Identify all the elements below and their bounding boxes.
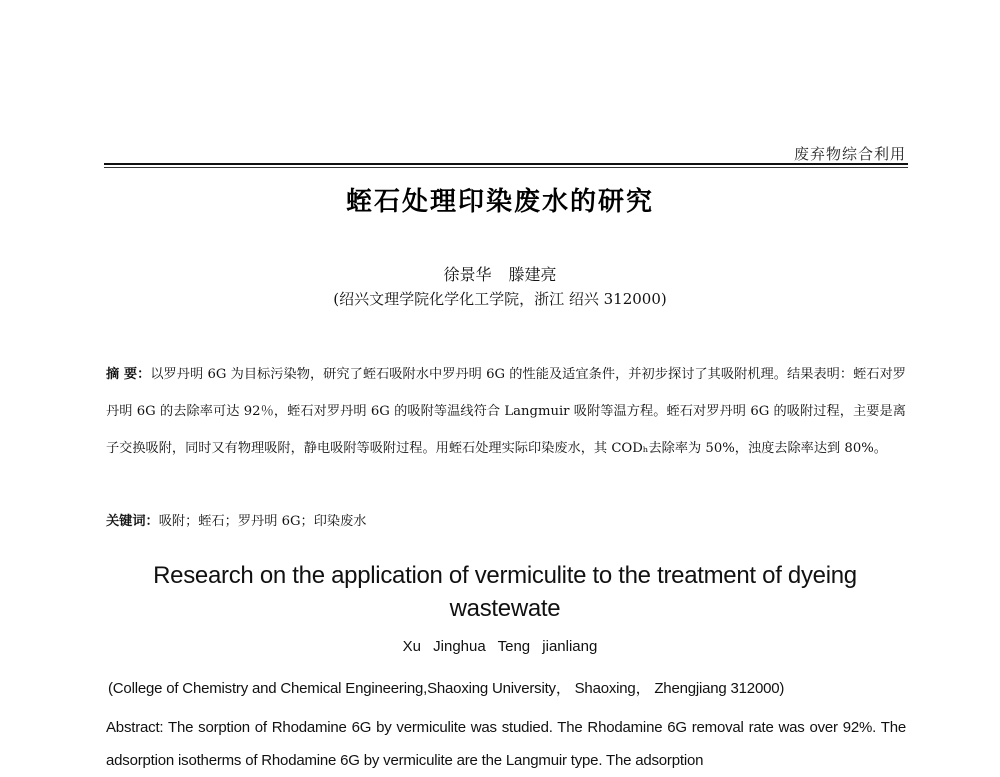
authors-cn: 徐景华 滕建亮: [443, 265, 557, 284]
keywords-cn-text: 吸附；蛭石；罗丹明 6G；印染废水: [158, 514, 367, 529]
abstract-cn-text: 以罗丹明 6G 为目标污染物，研究了蛭石吸附水中罗丹明 6G 的性能及适宜条件，并初步探讨了其吸附机理。结果表明：蛭石对罗丹明 6G 的去除率可达 92％，蛭石对罗丹明 6G 的吸附等温线符合 Langmuir 吸附等温方程。蛭石对罗丹明 6G 的吸附过程，主要是离子交换吸附，同时又有物理吸附，静电吸附等吸附过程。用蛭石处理实际印染废水，其 CODₕ去除率为 50%，浊度去除率达到 80%。: [106, 367, 906, 456]
header-rule-thick: [104, 163, 908, 165]
paper-title-en: Research on the application of vermiculite to the treatment of dyeing wastewate: [153, 562, 857, 622]
abstract-en: Abstract: The sorption of Rhodamine 6G by vermiculite was studied. The Rhodamine 6G removal rate was over 92%. The adsorption isotherms of Rhodamine 6G by vermiculite are the Langmuir type. The adsorption: [106, 719, 906, 769]
authors-en: Xu Jinghua Teng jianliang: [402, 638, 598, 655]
affiliation-cn: (绍兴文理学院化学化工学院，浙江 绍兴 312000): [333, 290, 667, 308]
keywords-cn: [106, 510, 906, 529]
abstract-cn: [106, 356, 906, 467]
paper-title-cn: 蛭石处理印染废水的研究: [345, 187, 654, 217]
keywords-cn-label: 关键词：: [106, 514, 159, 529]
abstract-cn-label: 摘 要：: [106, 367, 151, 382]
header-rule-thin: [104, 167, 908, 168]
running-head: 废弃物综合利用: [793, 145, 906, 163]
affiliation-en: (College of Chemistry and Chemical Engineering,Shaoxing University， Shaoxing， Zhengjiang 312000): [108, 680, 785, 697]
